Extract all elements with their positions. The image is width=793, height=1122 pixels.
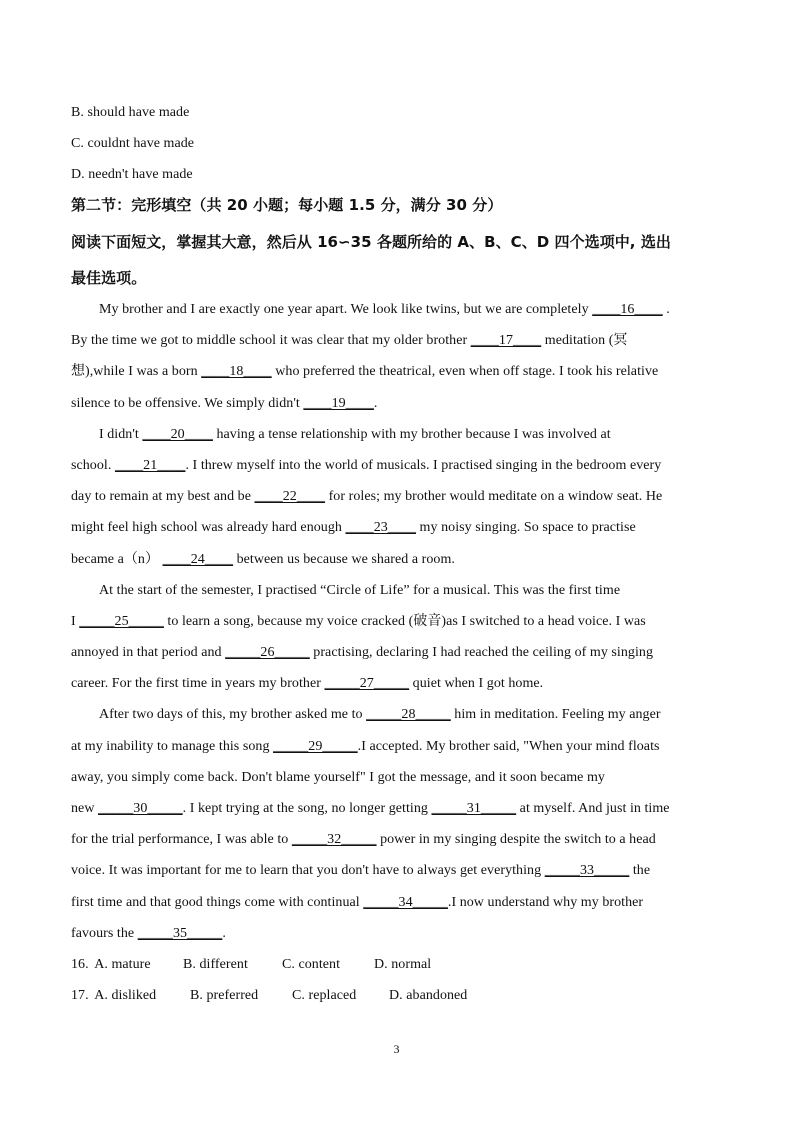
option-b-prev: B. should have made (71, 105, 190, 120)
blank-32: _____32_____ (291, 832, 377, 847)
option-b: B. preferred (190, 988, 259, 1003)
option-a: A. disliked (94, 988, 157, 1003)
passage-text: voice. It was important for me to learn that you don't have to always get everything (71, 863, 545, 878)
passage-text: .I accepted. My brother said, "When your mind floats (357, 739, 660, 754)
passage-line (71, 894, 726, 912)
passage-text: At the start of the semester, I practised “Circle of Life” for a musical. This was the first time (99, 583, 621, 598)
passage-line (71, 613, 726, 631)
passage-line (71, 800, 726, 818)
passage-text: .I now understand why my brother (447, 895, 644, 910)
blank-21: ____21____ (114, 458, 186, 473)
option-b: B. different (183, 957, 248, 972)
section-heading: 第二节：完形填空（共 20 小题；每小题 1.5 分，满分 30 分） (71, 196, 503, 214)
question-16 (71, 956, 726, 974)
blank-18: ____18____ (201, 364, 272, 379)
blank-23: ____23____ (345, 520, 416, 535)
blank-33: _____33_____ (544, 863, 630, 878)
passage-text: having a tense relationship with my brother because I was involved at (212, 427, 611, 442)
blank-27: _____27_____ (324, 676, 410, 691)
passage-text: . I threw myself into the world of musicals. I practised singing in the bedroom every (185, 458, 662, 473)
passage-text: between us because we shared a room. (233, 552, 455, 567)
passage-text: first time and that good things come with continual (71, 895, 364, 910)
passage-line (71, 769, 726, 787)
passage-line (99, 706, 726, 724)
blank-20: ____20____ (142, 427, 213, 442)
question-17 (71, 987, 726, 1005)
blank-28: _____28_____ (366, 707, 451, 722)
passage-text: career. For the first time in years my brother (71, 676, 325, 691)
passage-text: After two days of this, my brother asked me to (99, 707, 367, 722)
passage-line (71, 862, 726, 880)
section-instruction: 阅读下面短文，掌握其大意，然后从 16∽35 各题所给的 A、B、C、D 四个选项中, 选出 (71, 233, 671, 251)
blank-16: ____16____ (592, 302, 663, 317)
passage-line (71, 644, 726, 662)
passage-text: practising, declaring I had reached the ceiling of my singing (309, 645, 654, 660)
passage-line (71, 551, 726, 569)
option-c-prev: C. couldnt have made (71, 136, 195, 151)
passage-text: silence to be offensive. We simply didn't (71, 396, 304, 411)
option-d: D. normal (374, 957, 432, 972)
passage-line (99, 426, 726, 444)
question-number: 16. (71, 957, 89, 972)
option-a: A. mature (94, 957, 151, 972)
blank-34: _____34_____ (363, 895, 448, 910)
passage-line (71, 738, 726, 756)
passage-text: . (373, 396, 378, 411)
passage-line (71, 488, 726, 506)
passage-line (71, 363, 726, 381)
passage-line (71, 519, 726, 537)
passage-text: power in my singing despite the switch to a head (376, 832, 656, 847)
passage-text: away, you simply come back. Don't blame yourself" I got the message, and it soon became my (71, 770, 605, 785)
passage-text: the (629, 863, 651, 878)
option-c: C. content (282, 957, 341, 972)
option-d-prev: D. needn't have made (71, 167, 193, 182)
passage-text: quiet when I got home. (409, 676, 544, 691)
passage-text: who preferred the theatrical, even when off stage. I took his relative (271, 364, 659, 379)
passage-line (71, 831, 726, 849)
blank-22: ____22____ (254, 489, 326, 504)
passage-text: 想),while I was a born (71, 364, 202, 379)
option-c: C. replaced (292, 988, 357, 1003)
passage-text: I didn't (99, 427, 143, 442)
passage-line (71, 457, 726, 475)
passage-text: My brother and I are exactly one year apart. We look like twins, but we are completely (99, 302, 593, 317)
passage-text: . I kept trying at the song, no longer getting (182, 801, 432, 816)
passage-text: for roles; my brother would meditate on a window seat. He (325, 489, 663, 504)
section-instruction-cont: 最佳选项。 (71, 269, 147, 287)
blank-17: ____17____ (470, 333, 542, 348)
question-number: 17. (71, 988, 89, 1003)
passage-text: might feel high school was already hard enough (71, 520, 346, 535)
blank-24: ____24____ (162, 552, 234, 567)
blank-29: _____29_____ (273, 739, 358, 754)
passage-text: to learn a song, because my voice cracked (破音)as I switched to a head voice. I was (163, 614, 646, 629)
passage-text: day to remain at my best and be (71, 489, 255, 504)
page-number: 3 (393, 1042, 400, 1056)
passage-line (99, 301, 726, 319)
passage-text: By the time we got to middle school it was clear that my older brother (71, 333, 471, 348)
passage-text: I (71, 614, 80, 629)
passage-text: my noisy singing. So space to practise (416, 520, 636, 535)
passage-text: favours the (71, 926, 138, 941)
blank-30: _____30_____ (98, 801, 183, 816)
passage-text: for the trial performance, I was able to (71, 832, 292, 847)
passage-text: . (662, 302, 670, 317)
blank-35: _____35_____ (137, 926, 223, 941)
passage-text: became a（n） (71, 552, 163, 567)
passage-text: new (71, 801, 99, 816)
blank-31: _____31_____ (431, 801, 517, 816)
option-d: D. abandoned (389, 988, 468, 1003)
passage-line (71, 925, 726, 943)
passage-text: at my inability to manage this song (71, 739, 274, 754)
passage-text: annoyed in that period and (71, 645, 226, 660)
passage-text: . (222, 926, 226, 941)
passage-text: at myself. And just in time (516, 801, 670, 816)
passage-text: him in meditation. Feeling my anger (450, 707, 661, 722)
passage-line (71, 395, 726, 413)
blank-25: _____25_____ (79, 614, 164, 629)
passage-text: school. (71, 458, 115, 473)
passage-text: meditation (冥 (541, 333, 628, 348)
passage-line (71, 675, 726, 693)
passage-line (71, 332, 726, 350)
blank-26: _____26_____ (225, 645, 310, 660)
blank-19: ____19____ (303, 396, 374, 411)
passage-line (99, 582, 726, 600)
